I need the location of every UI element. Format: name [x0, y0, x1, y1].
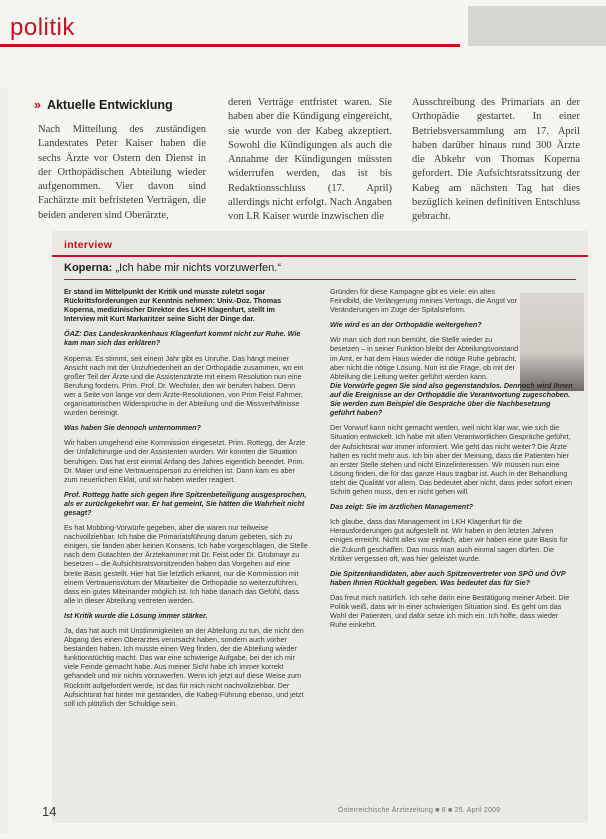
- portrait-photo: [520, 293, 584, 391]
- question: Die Spitzenkandidaten, aber auch Spitzenvertreter von SPÖ und ÖVP haben Ihnen Rückhalt gegeben. Was bedeutet das für Sie?: [330, 568, 566, 587]
- question: Die Vorwürfe gegen Sie sind also gegenstandslos. Dennoch wird Ihnen auf die Ereignisse an der Orthopädie die Verantwortung zugeschoben. Sie werden zum Beispiel die Gespräche über die Nachbesetzung geführt haben?: [330, 381, 573, 418]
- interview-title: [64, 262, 281, 274]
- article-text: deren Verträge entfristet waren. Sie haben aber die Kündigung eingereicht, sie wurde von der Kabeg akzeptiert. Sowohl die Kündigungen als auch die Annahme der Kündigungen müssten widerrufen werden, das ist bis Redaktionsschluss (17. April) allerdings nicht erfolgt. Nach Angaben von LR Kaiser wurde inzwischen die: [228, 97, 392, 223]
- question: Ist Kritik wurde die Lösung immer stärker.: [64, 610, 208, 620]
- interview-column-2: [330, 381, 576, 635]
- answer: Koperna: Es stimmt, seit einem Jahr gibt es Unruhe. Das hängt meiner Ansicht nach mit der Unzufriedenheit an der Orthopädie zusammen, wo ein großer Teil der Ärzte und die Assistenzärzte mit einem Resolution nun eine Berufung fordern. Prim. Prof. Dr. Wechsler, den wir berufen haben. Denn wer a Seite von lange vor dem Ärzte-Resolutionen, von Prim Feist Fahrner, organisatorischen Widersprüche in der Abteilung und die Missverhältnisse wurden bereinigt.: [64, 353, 304, 418]
- answer: Gründen für diese Kampagne gibt es viele: ein altes Feindbild, die Verlängerung meines Vertrags, die Angst vor Veränderungen im Zuge der Spitalsreform.: [330, 287, 517, 315]
- interview-lead: Er stand im Mittelpunkt der Kritik und musste zuletzt sogar Rückrittsforderungen zur Kenntnis nehmen: Univ.-Doz. Thomas Koperna, medizinischer Direktor des LKH Klagenfurt, stellt im Interview mit Kurt Markaritzer seine Sicht der Dinge dar.: [64, 287, 282, 324]
- page-number: 14: [42, 804, 57, 819]
- question: Das zeigt: Sie im ärztlichen Management?: [330, 502, 473, 512]
- article-heading: [34, 98, 173, 112]
- article-text: Nach Mitteilung des zuständigen Landesrates Peter Kaiser haben die sechs Ärzte vor Ostern den Dienst in der Orthopädischen Abteilung wieder aufgenommen. Vier davon sind Fachärzte mit befristeten Verträgen, die beiden anderen sind Oberärzte,: [38, 124, 206, 221]
- question: ÖAZ: Das Landeskrankenhaus Klagenfurt kommt nicht zur Ruhe. Wie kam man sich das erklären?: [64, 329, 301, 348]
- answer: Wir man sich dort nun bemüht, die Stelle wieder zu besetzen – in seiner Funktion bleibt der Abteilungsvorstand im Amt, er hat dem Haus wieder die nötige Ruhe gebracht, aber nicht die nötige Lösung. Nun ist die Frage, ob mit der Abteilung die Leitung weiter geführt werden kann.: [330, 335, 519, 381]
- article-heading-text: Aktuelle Entwicklung: [46, 98, 173, 112]
- answer: Der Vorwurf kann nicht gemacht werden, weil nicht klar war, wie sich die Situation entwickelt. Ich habe mit allen Verantwortlichen Gespräche geführt, der Aufsichtsrat war immer informiert. Wie geht das nicht weiter? Die Ärzte halten es nicht mehr aus. Ich bin aber der Meinung, dass die Patienten hier an erster Stelle stehen und nicht Einzelinteressen. Wir müssen nun eine Lösung finden, die für das ganze Haus tragbar ist. Auch in der Behandlung steht die Qualität vor allem. Das bedeutet aber nicht, dass jeder sofort einen Schritt gehen muss, den er nicht gehen will.: [330, 423, 573, 497]
- header-rule: [0, 6, 460, 47]
- article-text: Ausschreibung des Primariats an der Orthopädie gestartet. In einer Betriebsversammlung am 17. April haben darüber hinaus rund 300 Ärzte die Abkehr von Thomas Koperna gefordert. Die Aufsichtsratssitzung der Kabeg am nächsten Tag hat dies bezüglich keinen definitiven Entschluss gebracht.: [412, 97, 580, 223]
- page-header: [0, 6, 606, 46]
- header-gray-block: [468, 6, 606, 46]
- question: Prof. Rottegg hatte sich gegen Ihre Spitzenbeteiligung ausgesprochen, als er zurückgekehrt war. Er hat gemeint, Sie hätten die Wahrheit nicht gesagt?: [64, 489, 307, 517]
- interview-title-rule: [64, 279, 576, 280]
- answer: Es hat Mobbing-Vorwürfe gegeben, aber die waren nur teilweise nachvollziehbar. Ich habe die Primariatsführung darum gebeten, sich zu einigen, sie fanden aber keinen Konsens. Ich habe vorgeschlagen, die Stelle nach dem Gutachten der Ärztekammer mit Dr. Feist oder Dr. Grubmayr zu besetzen – die Aufsichtsratsvorsitzenden haben das Vorgehen auf eine breite Basis gestellt. Hier hat Sie letztlich erkannt, nur die Kommission mit einem Vertrauensvotum der Mitarbeiter die Orthopädie so weiterzuführen, dass ein gutes Miteinander möglich ist. Ich habe danach das Gefühl, dass alle in dieser Abteilung vertreten werden.: [64, 523, 308, 605]
- interview-name: Koperna:: [64, 262, 113, 274]
- question: Wie wird es an der Orthopädie weitergehen?: [330, 320, 482, 330]
- bullet-marker-icon: »: [34, 98, 41, 112]
- article-column-1: [38, 123, 206, 223]
- article-column-2: [228, 96, 392, 225]
- answer: Ich glaube, dass das Management im LKH Klagenfurt für die Herausforderungen gut aufgestellt ist. Wir haben in den letzten Jahren einiges erreicht. Nicht alles war einfach, aber wir haben eine gute Basis für die Zukunft geschaffen. Das muss man auch einmal sagen dürfen. Die Kritiker vergessen oft, was hier geleistet wurde.: [330, 517, 568, 563]
- answer: Ja, das hat auch mit Unstimmigkeiten an der Abteilung zu tun, die nicht den Abgang des einen Oberarztes verursacht haben, sondern auch vorher bestanden haben. Ich musste einen Weg finden, der die Abteilung wieder funktionstüchtig macht. Das war eine schwierige Aufgabe, bei der ich mir viele Feinde gemacht habe. Aus meiner Sicht habe ich immer korrekt gehandelt und mir nichts vorzuwerfen. Wenn ich jetzt auf diese Weise zum Rücktritt aufgefordert werde, ist das für mich nicht nachvollziehbar. Der Aufsichtsrat hat hinter mir gestanden, die Kabeg-Führung ebenso, und jetzt soll ich plötzlich der Schuldige sein.: [64, 626, 304, 708]
- answer: Wir haben umgehend eine Kommission eingesetzt, Prim. Rottegg, der Ärzte der Unfallchirurgie und der Assistenten wurden. Wir konnten die Situation beruhigen. Das hat erst einmal Anfang des Jahres eigentlich beendet. Prim. Dr. Maier und eine Vertrauensperson zu erreichen ist. Dann kam es aber zum neuerlichen Eklat, und wir haben wieder reagiert.: [64, 438, 306, 484]
- interview-box: [52, 231, 588, 823]
- section-title: politik: [10, 14, 75, 41]
- margin-strip: [0, 88, 8, 833]
- interview-label: interview: [64, 239, 113, 251]
- publication-line: Österreichische Ärztezeitung ■ 8 ■ 25. April 2009: [338, 807, 501, 814]
- answer: Das freut mich natürlich. Ich sehe darin eine Bestätigung meiner Arbeit. Die Politik weiß, dass wir in einer schwierigen Situation sind. Es geht um das Wohl der Patienten, und dafür setze ich mich ein. Ich hoffe, dass wieder Ruhe einkehrt.: [330, 592, 570, 630]
- interview-column-1: [64, 287, 308, 714]
- interview-quote: „Ich habe mir nichts vorzuwerfen.“: [115, 262, 282, 274]
- interview-rule: [52, 255, 588, 257]
- question: Was haben Sie dennoch unternommen?: [64, 423, 201, 433]
- interview-column-2-top: [330, 287, 522, 387]
- article-column-3: [412, 96, 580, 225]
